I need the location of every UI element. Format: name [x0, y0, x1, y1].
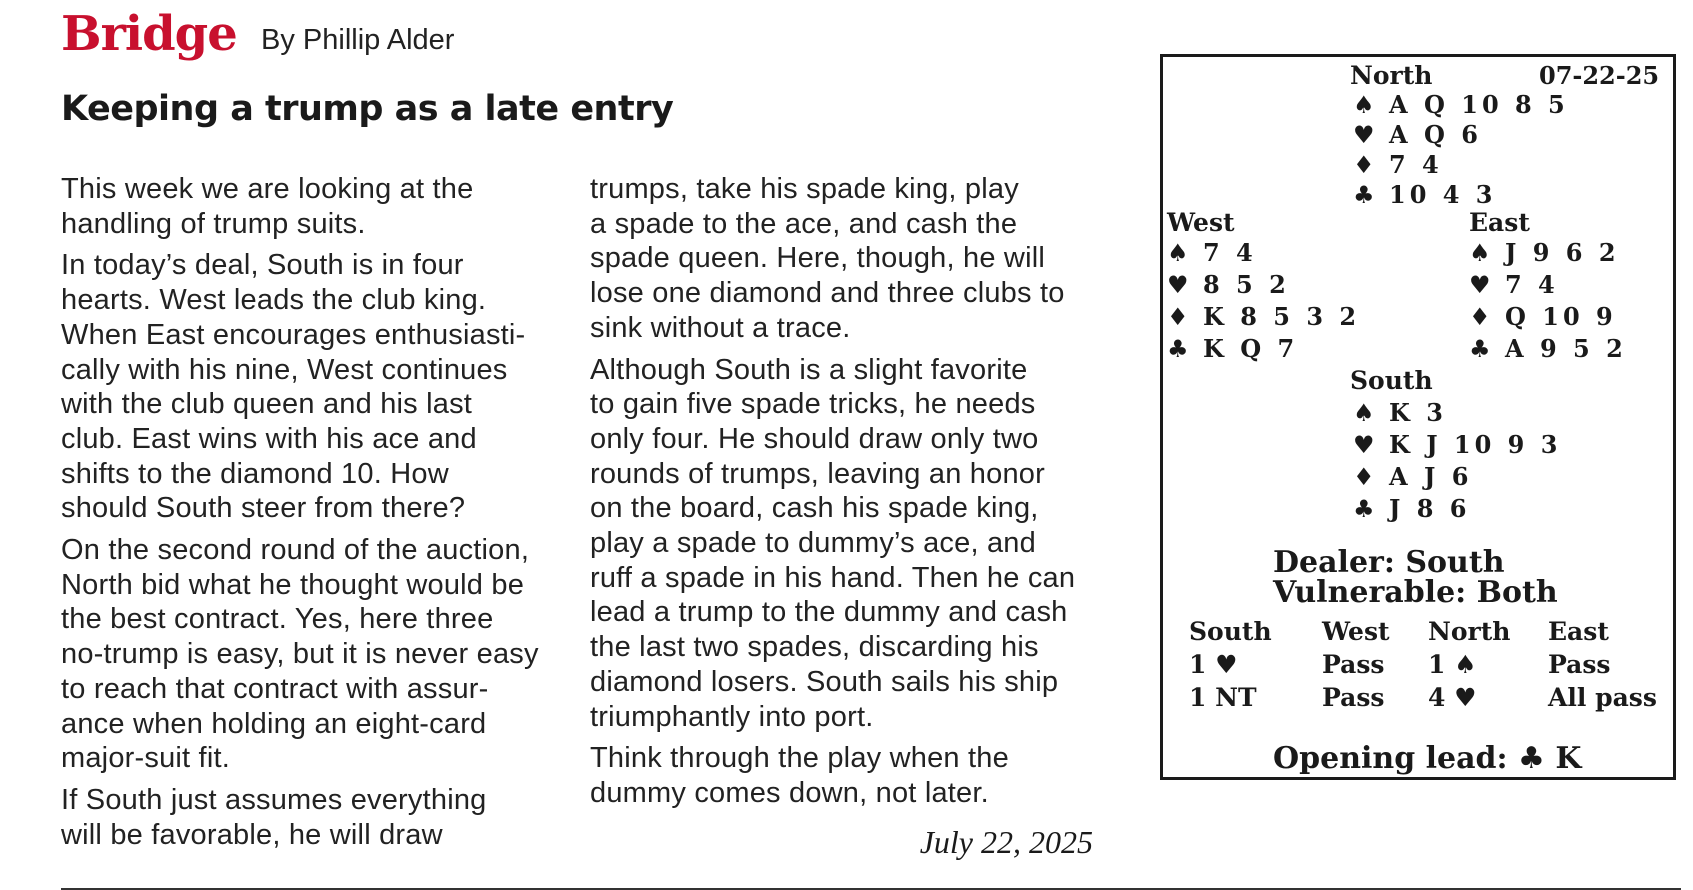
text-line: lead a trump to the dummy and cash [590, 596, 1068, 629]
holding: A 9 5 2 [1505, 334, 1627, 363]
opening-lead: Opening lead: ♣ K [1273, 741, 1582, 776]
heart-icon: ♥ [1469, 270, 1491, 299]
east-label: East [1469, 208, 1530, 237]
west-spades [1167, 238, 1257, 267]
column-brand-title: Bridge [61, 6, 237, 62]
south-hearts [1353, 430, 1561, 459]
text-line: rounds of trumps, leaving an honor [590, 457, 1045, 490]
holding: Q 10 9 [1505, 302, 1617, 331]
north-hearts [1353, 120, 1482, 149]
heart-icon: ♥ [1353, 430, 1375, 459]
text-line: ance when holding an eight-card [61, 707, 487, 740]
west-clubs [1167, 334, 1298, 363]
diamond-icon: ♦ [1353, 462, 1375, 491]
deal-diagram [1160, 54, 1676, 780]
holding: 7 4 [1389, 150, 1443, 179]
holding: A Q 6 [1389, 120, 1482, 149]
holding: K J 10 9 3 [1389, 430, 1562, 459]
text-line: On the second round of the auction, [61, 534, 530, 567]
club-icon: ♣ [1353, 494, 1375, 523]
west-hearts [1167, 270, 1290, 299]
paragraph [61, 783, 581, 852]
holding: K Q 7 [1203, 334, 1299, 363]
north-label: North [1350, 61, 1433, 90]
vulnerability-info: Vulnerable: Both [1273, 575, 1558, 610]
author-byline: By Phillip Alder [261, 24, 455, 56]
dealer-info: Dealer: South [1273, 545, 1505, 580]
text-line: should South steer from there? [61, 492, 466, 525]
south-label: South [1350, 366, 1433, 395]
auction-bid: 1 ♠ [1428, 650, 1477, 679]
text-line: cally with his nine, West continues [61, 353, 508, 386]
spade-icon: ♠ [1167, 238, 1189, 267]
auction-bid: Pass [1322, 683, 1385, 712]
text-line: major-suit fit. [61, 742, 230, 775]
club-icon: ♣ [1469, 334, 1491, 363]
south-spades [1353, 398, 1447, 427]
publication-date: July 22, 2025 [919, 824, 1093, 860]
text-line: to gain five spade tricks, he needs [590, 388, 1036, 421]
text-line: ruff a spade in his hand. Then he can [590, 561, 1076, 594]
holding: 10 4 3 [1389, 180, 1497, 209]
text-line: This week we are looking at the [61, 173, 474, 205]
holding: K 3 [1389, 398, 1447, 427]
holding: A J 6 [1389, 462, 1473, 491]
text-line: Think through the play when the [590, 742, 1009, 775]
article-headline: Keeping a trump as a late entry [61, 89, 674, 129]
club-icon: ♣ [1353, 180, 1375, 209]
auction-header-west: West [1322, 617, 1390, 646]
auction-bid: All pass [1548, 683, 1657, 712]
holding: K 8 5 3 2 [1203, 302, 1361, 331]
text-line: to reach that contract with assur- [61, 672, 489, 705]
auction-header-east: East [1548, 617, 1609, 646]
paragraph [590, 172, 1110, 346]
diamond-icon: ♦ [1167, 302, 1189, 331]
west-diamonds [1167, 302, 1360, 331]
north-spades [1353, 90, 1569, 119]
north-diamonds [1353, 150, 1443, 179]
auction-bid: 1 NT [1189, 683, 1257, 712]
text-line: If South just assumes everything [61, 783, 487, 816]
text-line: dummy comes down, not later. [590, 776, 989, 809]
text-line: diamond losers. South sails his ship [590, 665, 1059, 698]
text-line: the best contract. Yes, here three [61, 603, 494, 636]
text-line: will be favorable, he will draw [61, 818, 443, 851]
auction-bid: 1 ♥ [1189, 650, 1238, 679]
south-clubs [1353, 494, 1470, 523]
text-line: shifts to the diamond 10. How [61, 457, 449, 490]
text-line: trumps, take his spade king, play [590, 173, 1019, 205]
heart-icon: ♥ [1353, 120, 1375, 149]
north-clubs [1353, 180, 1497, 209]
text-line: no-trump is easy, but it is never easy [61, 638, 539, 671]
paragraph [61, 248, 581, 526]
article-column-2 [590, 172, 1110, 818]
auction-bid: Pass [1548, 650, 1611, 679]
paragraph [61, 533, 581, 776]
south-diamonds [1353, 462, 1472, 491]
text-line: Although South is a slight favorite [590, 353, 1028, 386]
paragraph [590, 353, 1110, 735]
diamond-icon: ♦ [1469, 302, 1491, 331]
spade-icon: ♠ [1353, 90, 1375, 119]
heart-icon: ♥ [1167, 270, 1189, 299]
text-line: only four. He should draw only two [590, 422, 1039, 455]
east-hearts [1469, 270, 1559, 299]
text-line: triumphantly into port. [590, 700, 874, 733]
text-line: hearts. West leads the club king. [61, 284, 487, 317]
holding: 8 5 2 [1203, 270, 1290, 299]
text-line: spade queen. Here, though, he will [590, 242, 1045, 275]
holding: J 9 6 2 [1505, 238, 1620, 267]
text-line: In today’s deal, South is in four [61, 249, 464, 282]
club-icon: ♣ [1167, 334, 1189, 363]
east-clubs [1469, 334, 1627, 363]
text-line: sink without a trace. [590, 311, 851, 344]
diamond-icon: ♦ [1353, 150, 1375, 179]
auction-bid: 4 ♥ [1428, 683, 1477, 712]
deal-code: 07-22-25 [1539, 61, 1660, 90]
text-line: lose one diamond and three clubs to [590, 277, 1065, 310]
auction-header-north: North [1428, 617, 1511, 646]
text-line: with the club queen and his last [61, 388, 473, 421]
holding: 7 4 [1505, 270, 1559, 299]
paragraph [61, 172, 581, 241]
text-line: play a spade to dummy’s ace, and [590, 527, 1036, 560]
auction-header-south: South [1189, 617, 1272, 646]
east-spades [1469, 238, 1620, 267]
holding: 7 4 [1203, 238, 1257, 267]
west-label: West [1167, 208, 1235, 237]
spade-icon: ♠ [1469, 238, 1491, 267]
text-line: North bid what he thought would be [61, 568, 525, 601]
text-line: handling of trump suits. [61, 207, 366, 240]
holding: A Q 10 8 5 [1389, 90, 1569, 119]
text-line: club. East wins with his ace and [61, 422, 477, 455]
east-diamonds [1469, 302, 1617, 331]
text-line: a spade to the ace, and cash the [590, 207, 1018, 240]
text-line: the last two spades, discarding his [590, 631, 1039, 664]
article-column-1 [61, 172, 581, 859]
paragraph [590, 741, 1110, 810]
text-line: on the board, cash his spade king, [590, 492, 1039, 525]
spade-icon: ♠ [1353, 398, 1375, 427]
auction-bid: Pass [1322, 650, 1385, 679]
holding: J 8 6 [1389, 494, 1471, 523]
text-line: When East encourages enthusiasti- [61, 318, 526, 351]
